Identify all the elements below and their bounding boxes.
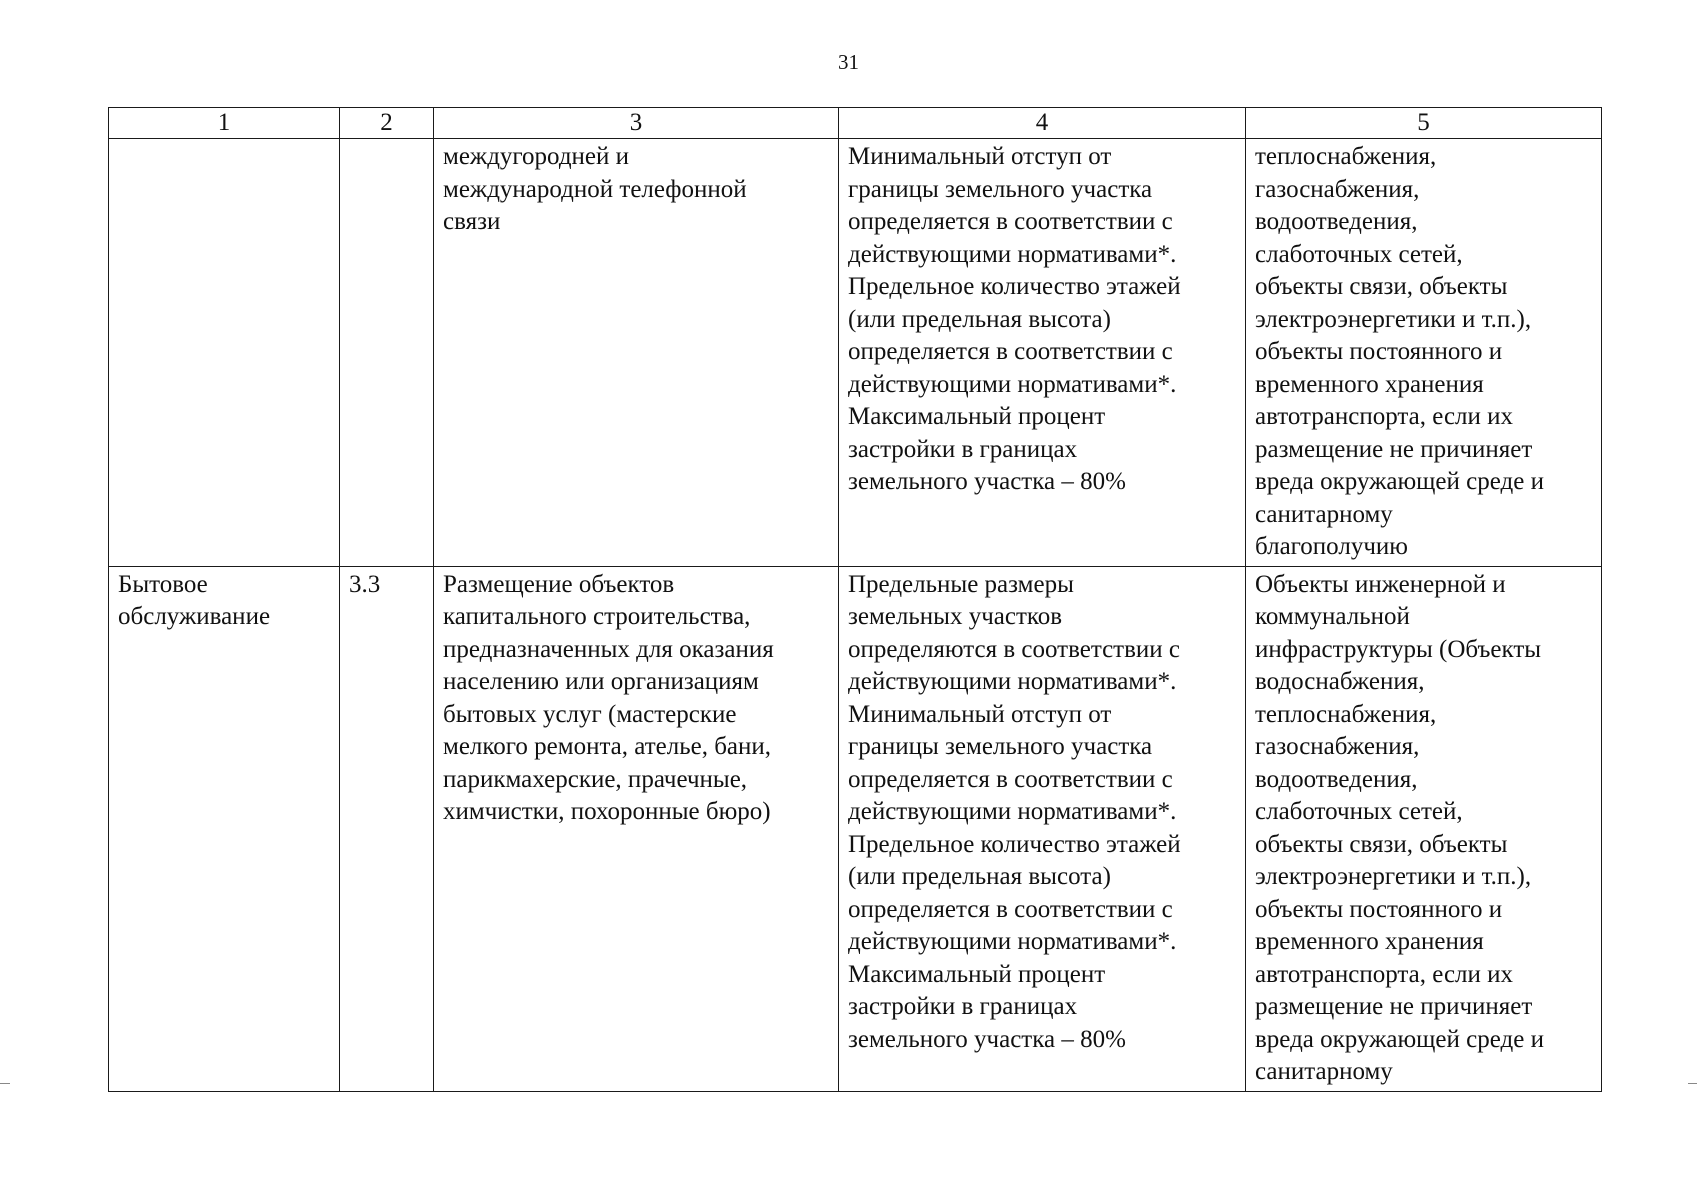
use-description-text: Размещение объектов капитального строительства, предназначенных для оказания населению или организациям бытовых услуг (мастерские мелкого ремонта, ателье, бани, парикмахерские, прачечные, химчистки, похоронные бюро)	[443, 570, 774, 825]
use-name-text: Бытовое обслуживание	[118, 570, 271, 630]
use-description-text: междугородней и международной телефонной связи	[443, 143, 747, 235]
column-header-2: 2	[340, 108, 434, 139]
cell-auxiliary-uses	[1246, 566, 1602, 1091]
cell-use-code	[340, 566, 434, 1091]
cell-use-code	[340, 139, 434, 567]
parameters-text: Минимальный отступ от границы земельного участка определяется в соответствии с действующими нормативами*. Предельное количество этажей (или предельная высота) определяется в соответствии с действующими нормативами*. Максимальный процент застройки в границах земельного участка – 80%	[848, 143, 1181, 495]
page-number: 31	[838, 50, 859, 74]
table-row	[109, 139, 1602, 567]
parameters-text: Предельные размеры земельных участков определяются в соответствии с действующими нормативами*. Минимальный отступ от границы земельного участка определяется в соответствии с действующими нормативами*. Предельное количество этажей (или предельная высота) определяется в соответствии с действующими нормативами*. Максимальный процент застройки в границах земельного участка – 80%	[848, 570, 1181, 1053]
table-header-row	[109, 108, 1602, 139]
cell-use-description	[434, 139, 839, 567]
cell-auxiliary-uses	[1246, 139, 1602, 567]
scan-mark-left	[0, 1083, 10, 1084]
auxiliary-uses-text: Объекты инженерной и коммунальной инфраструктуры (Объекты водоснабжения, теплоснабжения, газоснабжения, водоотведения, слаботочных сетей, объекты связи, объекты электроэнергетики и т.п.), объекты постоянного и временного хранения автотранспорта, если их размещение не причиняет вреда окружающей среде и санитарному	[1255, 570, 1544, 1085]
cell-parameters	[839, 139, 1246, 567]
cell-parameters	[839, 566, 1246, 1091]
cell-use-name	[109, 566, 340, 1091]
use-code-text: 3.3	[349, 570, 381, 598]
land-use-table	[108, 107, 1602, 1092]
column-header-4: 4	[839, 108, 1246, 139]
auxiliary-uses-text: теплоснабжения, газоснабжения, водоотведения, слаботочных сетей, объекты связи, объекты электроэнергетики и т.п.), объекты постоянного и временного хранения автотранспорта, если их размещение не причиняет вреда окружающей среде и санитарному благополучию	[1255, 143, 1544, 560]
table-row	[109, 566, 1602, 1091]
column-header-3: 3	[434, 108, 839, 139]
scan-mark-right	[1688, 1083, 1697, 1084]
column-header-1: 1	[109, 108, 340, 139]
column-header-5: 5	[1246, 108, 1602, 139]
cell-use-description	[434, 566, 839, 1091]
cell-use-name	[109, 139, 340, 567]
